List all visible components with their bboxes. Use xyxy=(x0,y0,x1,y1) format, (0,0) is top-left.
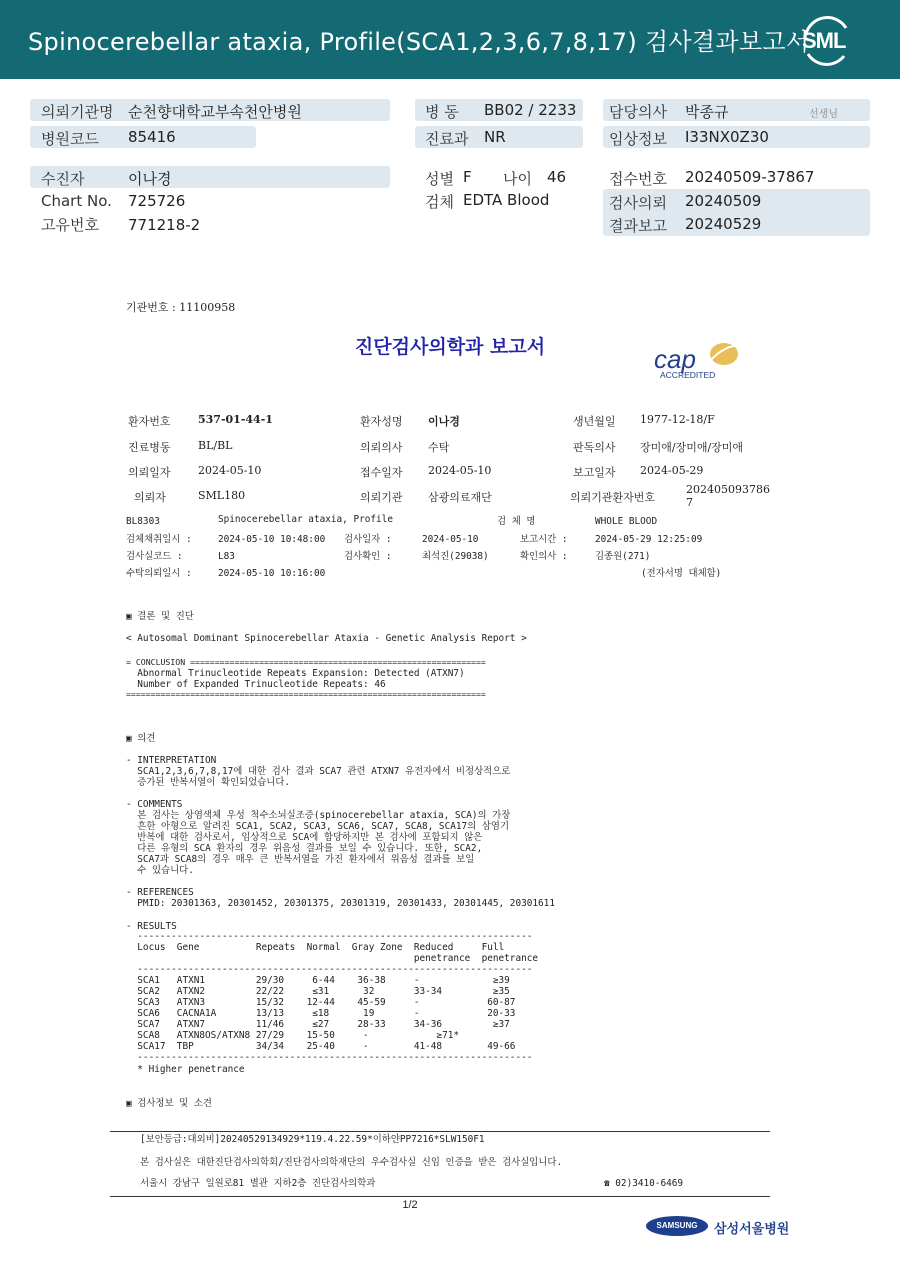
exam-date-label: 검사일자 : xyxy=(344,534,392,545)
page-number: 1/2 xyxy=(402,1199,418,1211)
rep-date-label: 보고일자 xyxy=(573,466,616,479)
institution-label: 의뢰기관명 xyxy=(41,103,114,121)
cap-accredited-logo xyxy=(652,340,748,384)
dept-value: NR xyxy=(484,128,506,146)
footer-divider-top xyxy=(110,1131,770,1132)
table-row: SCA7 ATXN7 11/46 ≤27 28-33 34-36 ≥37 xyxy=(126,1019,510,1030)
conclusion-end-rule: ========================================================================= xyxy=(126,689,486,699)
specimen-name-label: 검 체 명 xyxy=(497,516,536,527)
confirmer-label: 확인의사 : xyxy=(520,551,568,562)
dept-label: 진료과 xyxy=(425,130,469,148)
req-org-label: 의뢰기관 xyxy=(360,491,403,504)
table-row: SCA8 ATXN8OS/ATXN8 27/29 15-50 - ≥71* xyxy=(126,1030,460,1041)
table-row: SCA6 CACNA1A 13/13 ≤18 19 - 20-33 xyxy=(126,1008,516,1019)
samsung-hospital-logo xyxy=(646,1212,790,1240)
comments-heading: - COMMENTS xyxy=(126,799,183,810)
phone-line: ☎ 02)3410-6469 xyxy=(604,1178,684,1189)
security-line: [보안등급:대외비]20240529134929*119.4.22.59*이하얀PP7216*SLW150F1 xyxy=(140,1134,485,1145)
ward-value: BB02 / 2233 xyxy=(484,101,577,119)
request-label: 검사의뢰 xyxy=(609,194,667,212)
comments-line-1: 본 검사는 상염색체 우성 척수소뇌실조증(spinocerebellar ataxia, SCA)의 가장 xyxy=(126,810,511,821)
req-org-pt-value-2: 7 xyxy=(686,496,693,509)
results-columns-1: Locus Gene Repeats Normal Gray Zone Reduced Full xyxy=(126,942,505,953)
conclusion-line-2: Number of Expanded Trinucleotide Repeats: 46 xyxy=(126,679,386,690)
comments-line-3: 반복에 대한 검사로서, 임상적으로 SCA에 합당하지만 본 검사에 포함되지 않은 xyxy=(126,832,483,843)
age-label: 나이 xyxy=(503,170,532,188)
comments-line-6: 수 있습니다. xyxy=(126,865,194,876)
receipt-value: 20240509-37867 xyxy=(685,168,815,186)
refs-line-1: PMID: 20301363, 20301452, 20301375, 20301319, 20301433, 20301445, 20301611 xyxy=(126,898,555,909)
ward2-value: BL/BL xyxy=(198,439,233,452)
requester-label: 의뢰자 xyxy=(134,491,166,504)
dob-label: 생년월일 xyxy=(573,415,616,428)
test-code: BL8303 xyxy=(126,516,160,527)
results-rule-mid: ---------------------------------------------------------------------- xyxy=(126,964,533,975)
doctor-suffix: 선생님 xyxy=(809,109,838,120)
report-time-value: 2024-05-29 12:25:09 xyxy=(595,534,703,545)
institution-value: 순천향대학교부속천안병원 xyxy=(128,103,302,121)
results-columns-2: penetrance penetrance xyxy=(126,953,539,964)
doctor-value: 박종규 xyxy=(685,103,729,121)
hospital-code-value: 85416 xyxy=(128,128,176,146)
reader-label: 판독의사 xyxy=(573,441,616,454)
address-line: 서울시 강남구 일원로81 별관 지하2층 진단검사의학과 xyxy=(140,1178,376,1189)
unique-label: 고유번호 xyxy=(41,216,99,234)
results-footnote: * Higher penetrance xyxy=(126,1064,245,1075)
confirm-value: 최석진(29038) xyxy=(422,551,489,562)
table-row: SCA1 ATXN1 29/30 6-44 36-38 - ≥39 xyxy=(126,975,510,986)
patient-name-label: 환자성명 xyxy=(360,415,403,428)
conclusion-line-1: Abnormal Trinucleotide Repeats Expansion: Detected (ATXN7) xyxy=(126,668,465,679)
chart-value: 725726 xyxy=(128,192,186,210)
exam-date-value: 2024-05-10 xyxy=(422,534,479,545)
conclusion-rule: = CONCLUSION ============================================================ xyxy=(126,657,486,667)
section-opinion-heading: ▣ 의견 xyxy=(126,733,156,744)
report-label: 결과보고 xyxy=(609,217,667,235)
report-heading: < Autosomal Dominant Spinocerebellar Ataxia - Genetic Analysis Report > xyxy=(126,633,527,644)
footer-divider-bottom xyxy=(110,1196,770,1197)
interp-line-2: 증가된 반복서열이 확인되었습니다. xyxy=(126,777,291,788)
results-rule-bottom: ---------------------------------------------------------------------- xyxy=(126,1052,533,1063)
req-org-pt-value-1: 202405093786 xyxy=(686,483,770,496)
hospital-code-label: 병원코드 xyxy=(41,130,99,148)
request-value: 20240509 xyxy=(685,192,762,210)
report-time-label: 보고시간 : xyxy=(520,534,568,545)
room-value: L83 xyxy=(218,551,235,562)
patient-label: 수진자 xyxy=(41,170,85,188)
comments-line-2: 흔한 아형으로 알려진 SCA1, SCA2, SCA3, SCA6, SCA7, SCA8, SCA17의 삼염기 xyxy=(126,821,510,832)
org-number: 기관번호 : 11100958 xyxy=(126,301,236,314)
clinical-value: I33NX0Z30 xyxy=(685,128,769,146)
unique-value: 771218-2 xyxy=(128,216,201,234)
table-row: SCA3 ATXN3 15/32 12-44 45-59 - 60-87 xyxy=(126,997,516,1008)
receipt-label: 접수번호 xyxy=(609,170,667,188)
chart-label: Chart No. xyxy=(41,192,112,210)
interp-heading: - INTERPRETATION xyxy=(126,755,217,766)
ward2-label: 진료병동 xyxy=(128,441,171,454)
consign-label: 수탁의뢰일시 : xyxy=(126,568,192,579)
consign-value: 2024-05-10 10:16:00 xyxy=(218,568,326,579)
confirm-label: 검사확인 : xyxy=(344,551,392,562)
test-name: Spinocerebellar ataxia, Profile xyxy=(218,514,393,525)
refs-heading: - REFERENCES xyxy=(126,887,194,898)
req-org-pt-label: 의뢰기관환자번호 xyxy=(570,491,656,504)
ward-label: 병 동 xyxy=(425,103,459,121)
collect-value: 2024-05-10 10:48:00 xyxy=(218,534,326,545)
req-doctor-label: 의뢰의사 xyxy=(360,441,403,454)
report-value: 20240529 xyxy=(685,215,762,233)
table-row: SCA2 ATXN2 22/22 ≤31 32 33-34 ≥35 xyxy=(126,986,510,997)
rep-date-value: 2024-05-29 xyxy=(640,464,704,477)
req-org-value: 삼광의료재단 xyxy=(428,491,492,504)
requester-value: SML180 xyxy=(198,489,246,502)
sex-value: F xyxy=(463,168,472,186)
results-heading: - RESULTS xyxy=(126,921,177,932)
specimen-value: EDTA Blood xyxy=(463,191,550,209)
clinical-label: 임상정보 xyxy=(609,130,667,148)
patient-no-label: 환자번호 xyxy=(128,415,171,428)
rec-date-label: 접수일자 xyxy=(360,466,403,479)
table-row: SCA17 TBP 34/34 25-40 - 41-48 49-66 xyxy=(126,1041,516,1052)
section-result-heading: ▣ 결론 및 진단 xyxy=(126,611,194,622)
comments-line-5: SCA7과 SCA8의 경우 매우 큰 반복서열을 가진 환자에서 위음성 결과를 보일 xyxy=(126,854,475,865)
dob-value: 1977-12-18/F xyxy=(640,413,715,426)
certification-line: 본 검사실은 대한진단검사의학회/진단검사의학재단의 우수검사실 신임 인증을 받은 검사실입니다. xyxy=(140,1157,563,1168)
req-doctor-value: 수탁 xyxy=(428,441,450,454)
sex-label: 성별 xyxy=(425,170,454,188)
section-info-heading: ▣ 검사정보 및 소견 xyxy=(126,1098,212,1109)
sml-logo xyxy=(798,14,854,66)
specimen-name-value: WHOLE BLOOD xyxy=(595,516,658,527)
age-value: 46 xyxy=(547,168,567,186)
reader-value: 장미애/장미애/장미애 xyxy=(640,441,744,454)
esign-note: (전자서명 대체함) xyxy=(641,568,722,579)
rec-date-value: 2024-05-10 xyxy=(428,464,492,477)
report-title: 진단검사의학과 보고서 xyxy=(354,336,546,358)
room-label: 검사실코드 : xyxy=(126,551,183,562)
samsung-logo-oval: SAMSUNG xyxy=(646,1216,708,1236)
patient-no-value: 537-01-44-1 xyxy=(198,413,273,426)
req-date-value: 2024-05-10 xyxy=(198,464,262,477)
doctor-label: 담당의사 xyxy=(609,103,667,121)
comments-line-4: 다른 유형의 SCA 환자의 경우 위음성 결과를 보일 수 있습니다. 또한, SCA2, xyxy=(126,843,483,854)
cap-logo-text: cap xyxy=(654,344,696,374)
confirmer-value: 김종원(271) xyxy=(595,551,651,562)
collect-label: 검체채취일시 : xyxy=(126,534,192,545)
sml-logo-text: SML xyxy=(802,28,846,53)
specimen-label: 검체 xyxy=(425,193,454,211)
report-header xyxy=(0,0,900,79)
results-rule-top: ---------------------------------------------------------------------- xyxy=(126,931,533,942)
page-title: Spinocerebellar ataxia, Profile(SCA1,2,3,6,7,8,17) 검사결과보고서 xyxy=(28,28,810,56)
patient-name-value: 이나경 xyxy=(428,415,460,428)
req-date-label: 의뢰일자 xyxy=(128,466,171,479)
interp-line-1: SCA1,2,3,6,7,8,17에 대한 검사 결과 SCA7 관련 ATXN7 유전자에서 비정상적으로 xyxy=(126,766,511,777)
cap-accredited-text: ACCREDITED xyxy=(660,370,716,380)
samsung-hospital-name: 삼성서울병원 xyxy=(714,1222,790,1237)
patient-value: 이나경 xyxy=(128,170,172,188)
